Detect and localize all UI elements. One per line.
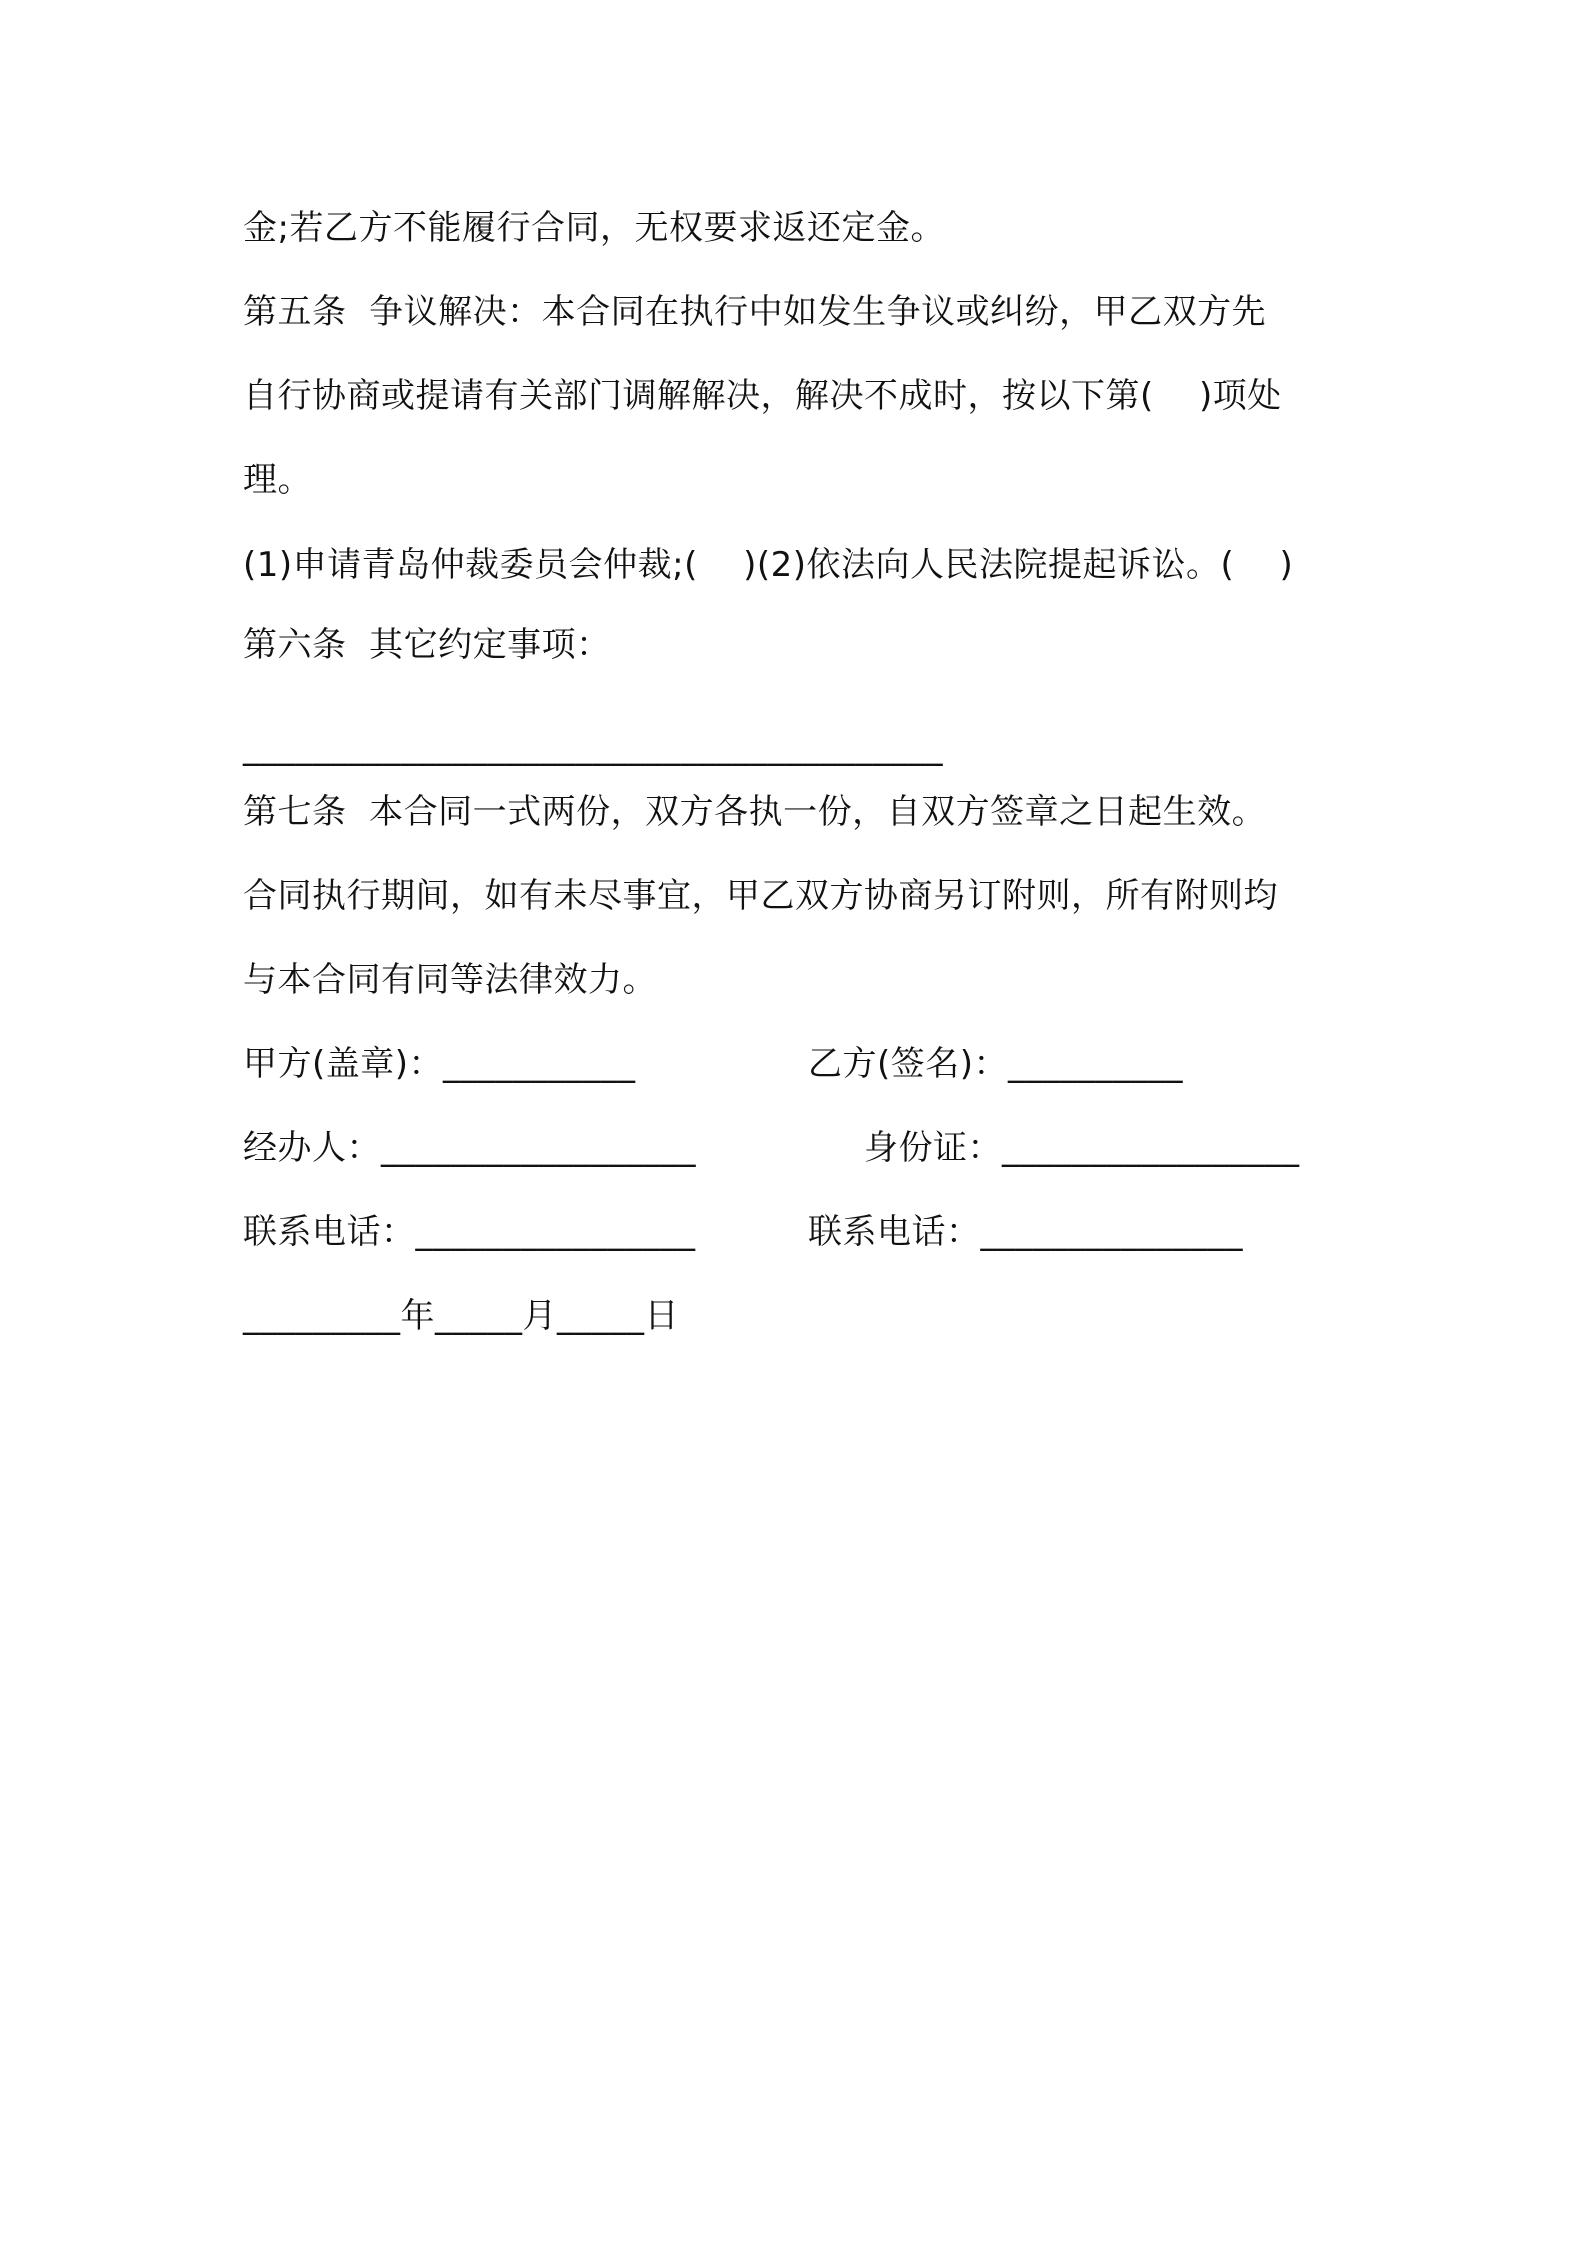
party-a-seal-field: 甲方(盖章)：___________: [243, 1044, 636, 1084]
text-line-10: 与本合同有同等法律效力。: [243, 960, 657, 1000]
agent-field: 经办人：__________________: [243, 1128, 696, 1168]
id-card-field: 身份证：_________________: [864, 1128, 1300, 1168]
party-b-sign-field: 乙方(签名)：__________: [808, 1044, 1184, 1084]
phone-b-field: 联系电话：_______________: [808, 1212, 1243, 1252]
phone-a-field: 联系电话：________________: [243, 1212, 696, 1252]
text-line-4: 理。: [243, 460, 312, 500]
article-7-heading: 第七条 本合同一式两份，双方各执一份，自双方签章之日起生效。: [243, 792, 1267, 832]
text-line-1: 金;若乙方不能履行合同，无权要求返还定金。: [243, 208, 945, 248]
blank-line: ________________________________________: [243, 727, 943, 767]
dispute-options: (1)申请青岛仲裁委员会仲裁;( )(2)依法向人民法院提起诉讼。( ): [243, 545, 1294, 585]
date-field: _________年_____月_____日: [243, 1296, 679, 1336]
text-line-9: 合同执行期间，如有未尽事宜，甲乙双方协商另订附则，所有附则均: [243, 876, 1278, 916]
article-5-heading: 第五条 争议解决：本合同在执行中如发生争议或纠纷，甲乙双方先: [243, 292, 1267, 332]
article-6-heading: 第六条 其它约定事项：: [243, 625, 611, 665]
text-line-3: 自行协商或提请有关部门调解解决，解决不成时，按以下第( )项处: [243, 376, 1282, 416]
